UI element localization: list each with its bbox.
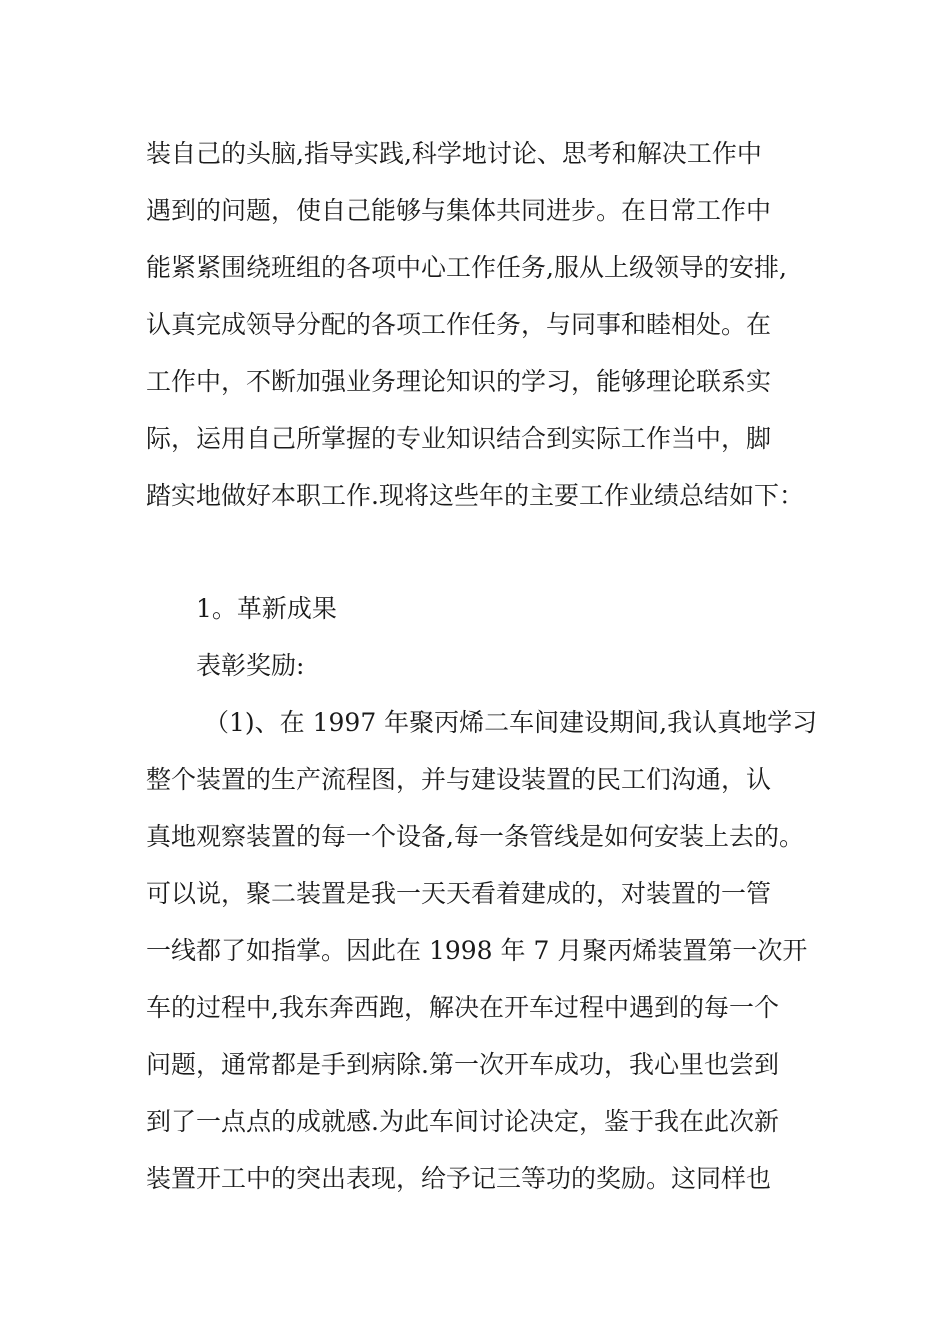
paragraph-line: 踏实地做好本职工作.现将这些年的主要工作业绩总结如下： (146, 481, 804, 510)
paragraph-line: 可以说，聚二装置是我一天天看着建成的，对装置的一管 (146, 879, 772, 908)
paragraph-line: 认真完成领导分配的各项工作任务，与同事和睦相处。在 (146, 310, 772, 339)
paragraph-line: 装置开工中的突出表现，给予记三等功的奖励。这同样也 (146, 1164, 772, 1193)
paragraph-line: 真地观察装置的每一个设备,每一条管线是如何安装上去的。 (146, 822, 804, 851)
paragraph-line: 到了一点点的成就感.为此车间讨论决定，鉴于我在此次新 (146, 1107, 779, 1136)
paragraph-line: 装自己的头脑,指导实践,科学地讨论、思考和解决工作中 (146, 139, 762, 168)
paragraph-line: 能紧紧围绕班组的各项中心工作任务,服从上级领导的安排, (146, 253, 787, 282)
paragraph-line: 整个装置的生产流程图，并与建设装置的民工们沟通，认 (146, 765, 772, 794)
award-paragraph (146, 694, 826, 1207)
intro-paragraph (146, 125, 826, 524)
paragraph-line: 遇到的问题，使自己能够与集体共同进步。在日常工作中 (146, 196, 772, 225)
paragraph-line: （1)、在 1997 年聚丙烯二车间建设期间,我认真地学习 (204, 708, 818, 737)
paragraph-line: 车的过程中,我东奔西跑，解决在开车过程中遇到的每一个 (146, 993, 779, 1022)
award-label-text: 表彰奖励: (196, 651, 305, 680)
section-heading (146, 580, 826, 637)
section-heading-text: 1。革新成果 (196, 594, 337, 623)
paragraph-line: 问题，通常都是手到病除.第一次开车成功，我心里也尝到 (146, 1050, 779, 1079)
paragraph-line: 工作中，不断加强业务理论知识的学习，能够理论联系实 (146, 367, 772, 396)
paragraph-line: 际，运用自己所掌握的专业知识结合到实际工作当中，脚 (146, 424, 772, 453)
paragraph-line: 一线都了如指掌。因此在 1998 年 7 月聚丙烯装置第一次开 (146, 936, 808, 965)
award-label (146, 637, 826, 694)
